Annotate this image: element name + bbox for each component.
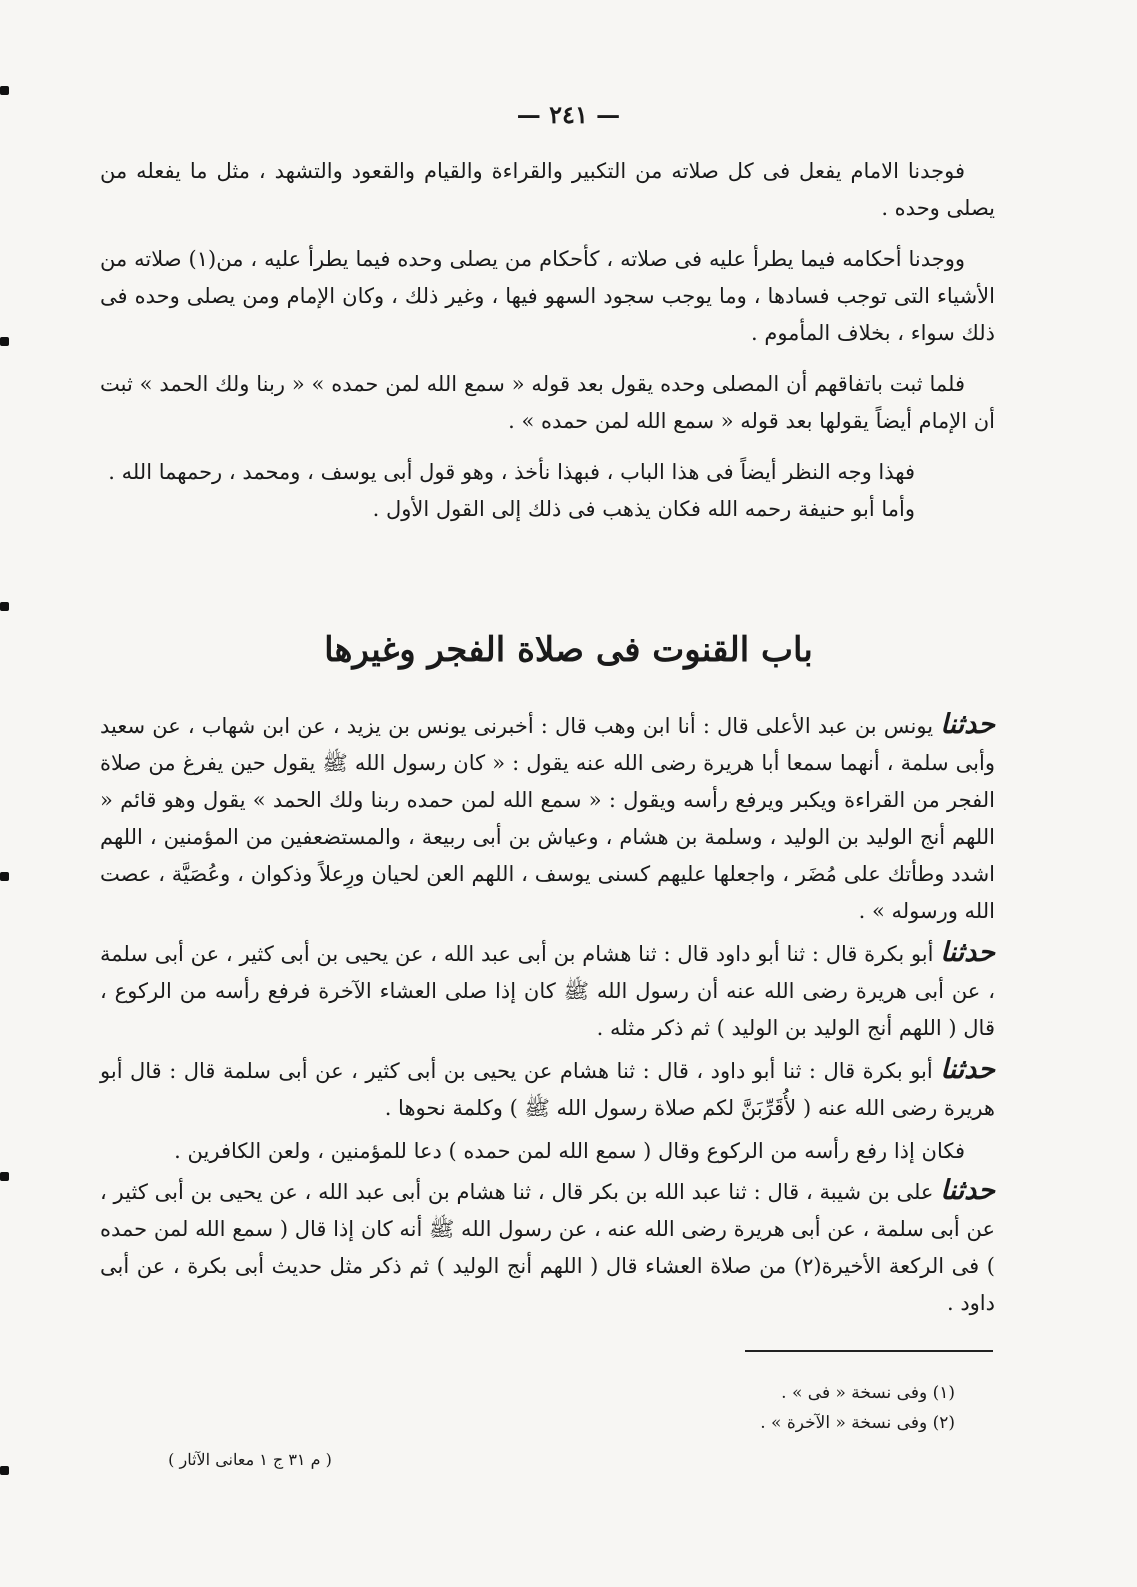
page-number: — ٢٤١ — [516,100,621,129]
hadith-text: أبو بكرة قال : ثنا أبو داود ، قال : ثنا هشام عن يحيى بن أبى كثير ، عن أبى سلمة قال : قال أبو هريرة رضى الله عنه ( لأُقَرِّبَنَّ لكم صلاة رسول الله ﷺ ) وكلمة نحوها . [100,1059,995,1120]
margin-mark [0,602,9,611]
margin-mark [0,872,9,881]
hadith-keyword: حدثنا [940,1054,995,1085]
intro-paragraph: ووجدنا أحكامه فيما يطرأ عليه فى صلاته ، كأحكام من يصلى وحده فيما يطرأ عليه ، من(١) صلاته من الأشياء التى توجب فسادها ، وما يوجب سجود السهو فيها ، وغير ذلك ، وكان الإمام ومن يصلى وحده فى ذلك سواء ، بخلاف المأموم . [100,247,995,345]
footer-signature: ( م ٣١ ج ١ معانى الآثار ) [168,1450,332,1469]
hadith-text: يونس بن عبد الأعلى قال : أنا ابن وهب قال : أخبرنى يونس بن يزيد ، عن ابن شهاب ، عن سعيد وأبى سلمة ، أنهما سمعا أبا هريرة رضى الله عنه يقول : « كان رسول الله ﷺ يقول حين يفرغ من صلاة الفجر من القراءة ويكبر ويرفع رأسه ويقول : « سمع الله لمن حمده ربنا ولك الحمد » يقول وهو قائم « اللهم أنج الوليد بن الوليد ، وسلمة بن هشام ، وعياش بن أبى ربيعة ، والمستضعفين من المؤمنين ، اللهم اشدد وطأتك على مُضَر ، واجعلها عليهم كسنى يوسف ، اللهم العن لحيان ورِعلاً وذكوان ، وعُصَيَّة ، عصت الله ورسوله » . [100,714,995,923]
intro-paragraph: فوجدنا الامام يفعل فى كل صلاته من التكبير والقراءة والقيام والقعود والتشهد ، مثل ما يفعله من يصلى وحده . [100,159,995,220]
hadith-paragraph [100,934,995,1047]
hadith-text: فكان إذا رفع رأسه من الركوع وقال ( سمع الله لمن حمده ) دعا للمؤمنين ، ولعن الكافرين . [174,1139,965,1163]
hadith-section [100,706,995,1322]
hadith-paragraph [100,1131,995,1170]
hadith-keyword: حدثنا [940,1175,995,1206]
intro-paragraph: وأما أبو حنيفة رحمه الله فكان يذهب فى ذلك إلى القول الأول . [372,497,915,521]
hadith-keyword: حدثنا [940,709,995,740]
intro-section [100,153,995,528]
chapter-heading: باب القنوت فى صلاة الفجر وغيرها [324,630,813,670]
intro-paragraph: فلما ثبت باتفاقهم أن المصلى وحده يقول بعد قوله « سمع الله لمن حمده » « ربنا ولك الحمد » ثبت أن الإمام أيضاً يقولها بعد قوله « سمع الله لمن حمده » . [100,372,995,433]
hadith-paragraph [100,706,995,930]
hadith-text: على بن شيبة ، قال : ثنا عبد الله بن بكر قال ، ثنا هشام بن أبى عبد الله ، عن يحيى بن أبى كثير ، عن أبى سلمة ، عن أبى هريرة رضى الله عنه ، عن رسول الله ﷺ أنه كان إذا قال ( سمع الله لمن حمده ) فى الركعة الأخيرة(٢) من صلاة العشاء قال ( اللهم أنج الوليد ) ثم ذكر مثل حديث أبى بكرة ، عن أبى داود . [100,1180,995,1315]
footnote-2: (٢) وفى نسخة « الآخرة » . [760,1413,955,1433]
footnote-1: (١) وفى نسخة « فى » . [781,1383,955,1403]
intro-paragraph: فهذا وجه النظر أيضاً فى هذا الباب ، فبهذا نأخذ ، وهو قول أبى يوسف ، ومحمد ، رحمهما الله . [108,460,915,484]
hadith-text: أبو بكرة قال : ثنا أبو داود قال : ثنا هشام بن أبى عبد الله ، عن يحيى بن أبى كثير ، عن أبى سلمة ، عن أبى هريرة رضى الله عنه أن رسول الله ﷺ كان إذا صلى العشاء الآخرة فرفع رأسه من الركوع ، قال ( اللهم أنج الوليد بن الوليد ) ثم ذكر مثله . [100,942,995,1040]
margin-mark [0,1466,9,1475]
margin-mark [0,86,9,95]
footnote-divider [745,1350,993,1352]
hadith-keyword: حدثنا [940,937,995,968]
footnotes [560,1378,955,1438]
margin-mark [0,337,9,346]
hadith-paragraph [100,1172,995,1322]
hadith-paragraph [100,1051,995,1127]
margin-mark [0,1172,9,1181]
